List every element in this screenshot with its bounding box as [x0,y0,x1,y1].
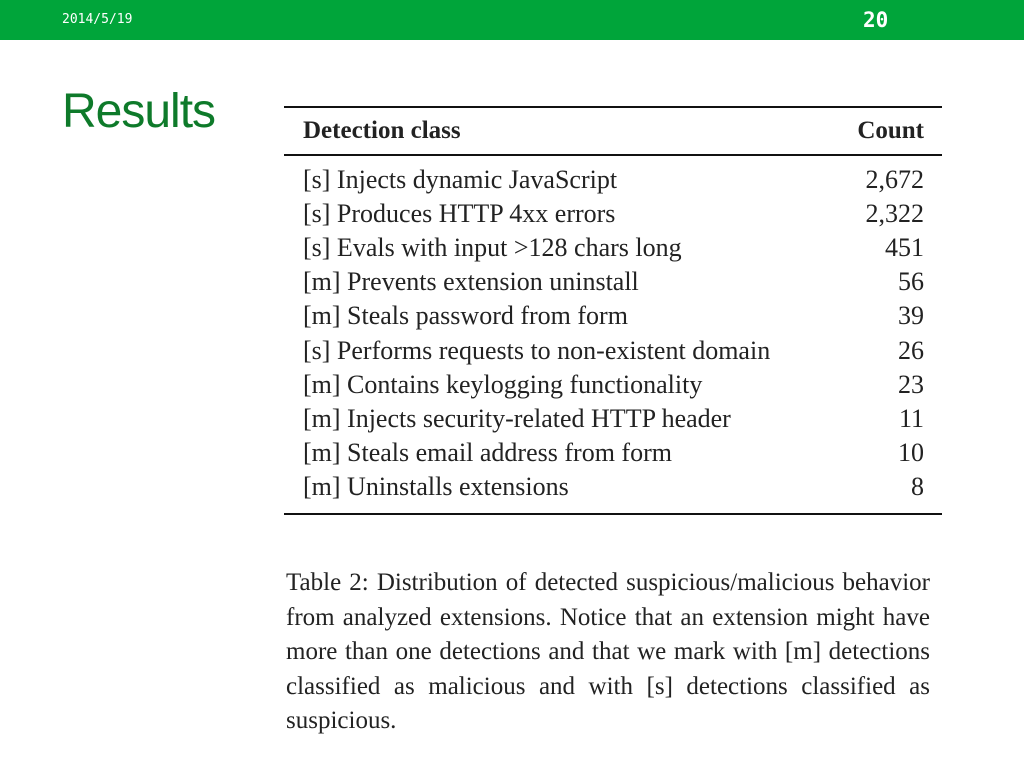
row-label: [m] Uninstalls extensions [303,472,569,502]
row-count: 23 [898,369,924,399]
table-row [284,265,942,299]
table-row [284,231,942,265]
table-row [284,368,942,402]
row-count: 11 [898,403,924,433]
table-caption: Table 2: Distribution of detected suspicious/malicious behavior from analyzed extensions. Notice that an extension might have more than one detections and that we mark with [m] detections classified as malicious and with [s] detections classified as suspicious. [286,569,930,734]
row-count: 2,672 [865,164,924,194]
table-row [284,197,942,231]
table-row [284,470,942,504]
row-count: 56 [898,267,924,297]
table-row [284,436,942,470]
row-label: [s] Evals with input >128 chars long [303,232,682,262]
row-count: 10 [898,438,924,468]
row-label: [m] Prevents extension uninstall [303,267,639,297]
row-count: 451 [885,232,924,262]
slide-page-number: 20 [863,8,889,32]
slide-title: Results [62,85,216,138]
row-label: [m] Steals email address from form [303,438,672,468]
table-row [284,333,942,367]
row-count: 8 [911,472,924,502]
row-label: [m] Steals password from form [303,301,628,331]
table-header-row [284,108,942,154]
results-table [284,106,942,515]
row-count: 26 [898,335,924,365]
slide-date: 2014/5/19 [62,12,133,27]
table-body [284,156,942,514]
row-count: 39 [898,301,924,331]
table-row [284,299,942,333]
row-count: 2,322 [865,198,924,228]
row-label: [m] Injects security-related HTTP header [303,403,731,433]
header-bar [0,0,1024,40]
table-row [284,163,942,197]
column-header-detection-class: Detection class [303,117,461,144]
row-label: [s] Performs requests to non-existent domain [303,335,771,365]
table-row [284,402,942,436]
row-label: [m] Contains keylogging functionality [303,369,703,399]
row-label: [s] Injects dynamic JavaScript [303,164,618,194]
row-label: [s] Produces HTTP 4xx errors [303,198,616,228]
column-header-count: Count [857,117,924,144]
table-bottom-rule [284,513,942,515]
